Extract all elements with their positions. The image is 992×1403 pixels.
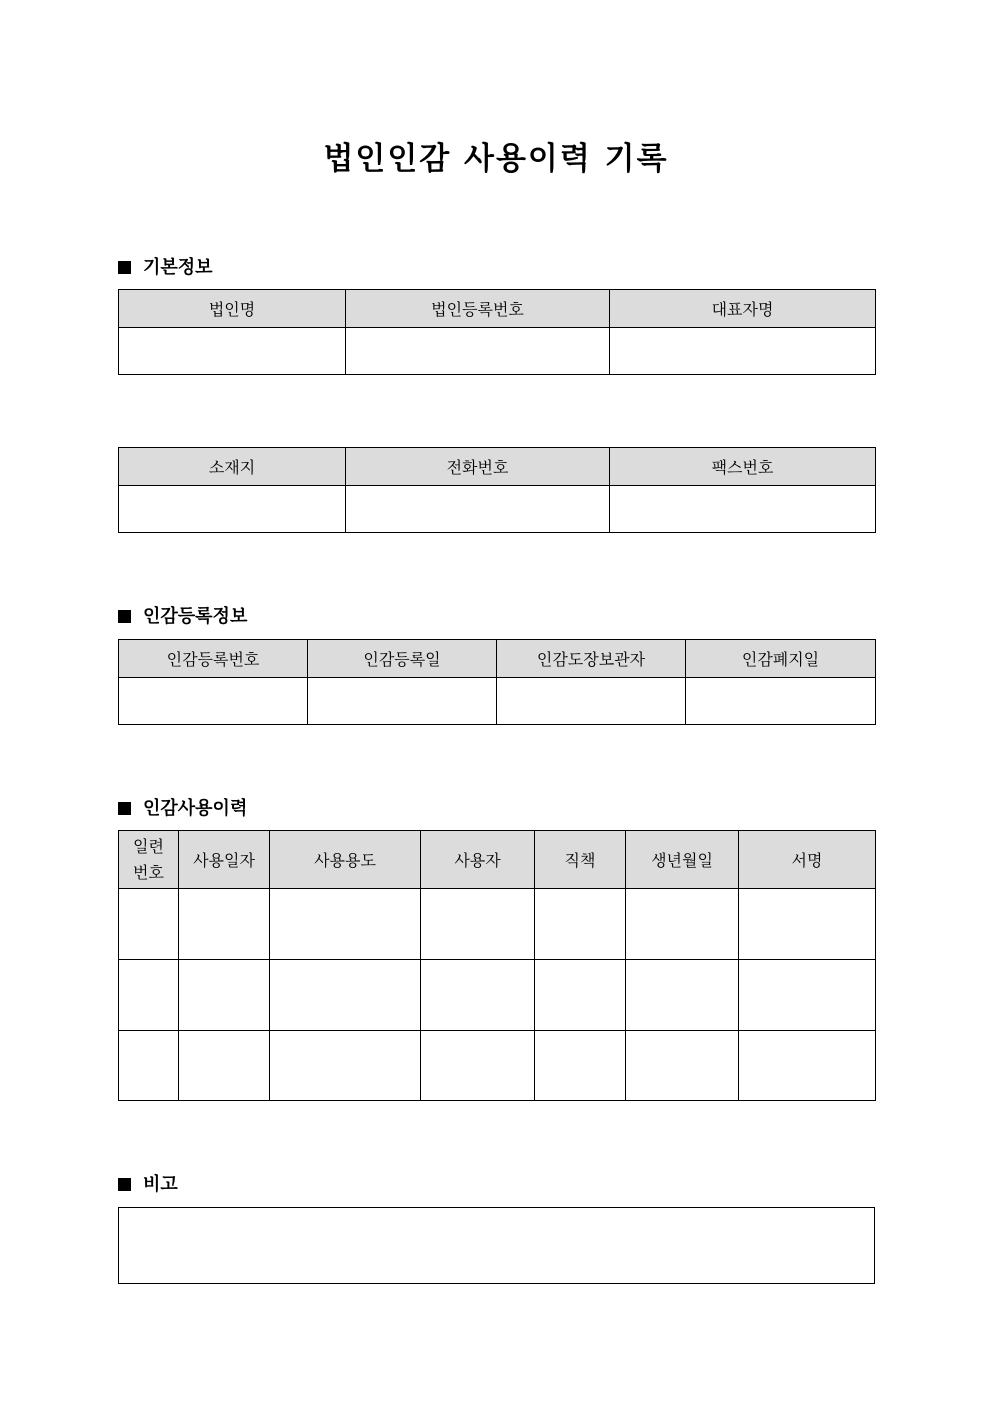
header-seal-reg-date: 인감등록일 — [308, 640, 497, 678]
header-corp-reg-no: 법인등록번호 — [346, 290, 610, 328]
section-usage-history — [118, 794, 247, 820]
input-seal-reg-date[interactable] — [308, 678, 497, 725]
cell-user[interactable] — [421, 889, 535, 960]
cell-position[interactable] — [535, 889, 626, 960]
section-seal-heading: 인감등록정보 — [143, 606, 248, 627]
square-bullet-icon — [118, 1178, 131, 1191]
header-position: 직책 — [535, 831, 626, 889]
header-ceo-name: 대표자명 — [610, 290, 876, 328]
table-row — [119, 1031, 876, 1101]
section-basic-info — [118, 253, 213, 279]
remarks-table — [118, 1207, 875, 1284]
cell-serial-no[interactable] — [119, 1031, 179, 1101]
header-seal-abolish-date: 인감폐지일 — [686, 640, 876, 678]
section-basic-heading: 기본정보 — [143, 257, 213, 278]
header-user: 사용자 — [421, 831, 535, 889]
input-corp-reg-no[interactable] — [346, 328, 610, 375]
header-address: 소재지 — [119, 448, 346, 486]
basic-info-table-1 — [118, 289, 876, 375]
square-bullet-icon — [118, 802, 131, 815]
cell-signature[interactable] — [739, 889, 876, 960]
input-fax[interactable] — [610, 486, 876, 533]
cell-birth-date[interactable] — [626, 960, 739, 1031]
cell-signature[interactable] — [739, 960, 876, 1031]
seal-registration-table — [118, 639, 876, 725]
table-row — [119, 960, 876, 1031]
section-remarks — [118, 1170, 178, 1196]
input-ceo-name[interactable] — [610, 328, 876, 375]
input-seal-reg-no[interactable] — [119, 678, 308, 725]
cell-use-date[interactable] — [179, 960, 270, 1031]
cell-position[interactable] — [535, 1031, 626, 1101]
cell-use-date[interactable] — [179, 1031, 270, 1101]
usage-history-table — [118, 830, 876, 1101]
header-seal-reg-no: 인감등록번호 — [119, 640, 308, 678]
cell-position[interactable] — [535, 960, 626, 1031]
cell-use-purpose[interactable] — [270, 1031, 421, 1101]
header-serial-line2: 번호 — [133, 862, 164, 882]
cell-use-purpose[interactable] — [270, 960, 421, 1031]
cell-birth-date[interactable] — [626, 889, 739, 960]
input-seal-keeper[interactable] — [497, 678, 686, 725]
square-bullet-icon — [118, 610, 131, 623]
section-remarks-heading: 비고 — [143, 1174, 178, 1195]
header-serial-line1: 일련 — [133, 836, 164, 856]
square-bullet-icon — [118, 261, 131, 274]
header-fax: 팩스번호 — [610, 448, 876, 486]
header-use-purpose: 사용용도 — [270, 831, 421, 889]
header-corp-name: 법인명 — [119, 290, 346, 328]
cell-serial-no[interactable] — [119, 960, 179, 1031]
header-birth-date: 생년월일 — [626, 831, 739, 889]
input-corp-name[interactable] — [119, 328, 346, 375]
cell-user[interactable] — [421, 1031, 535, 1101]
table-row — [119, 889, 876, 960]
cell-serial-no[interactable] — [119, 889, 179, 960]
remarks-field[interactable] — [119, 1208, 875, 1284]
header-signature: 서명 — [739, 831, 876, 889]
input-phone[interactable] — [346, 486, 610, 533]
header-seal-keeper: 인감도장보관자 — [497, 640, 686, 678]
input-address[interactable] — [119, 486, 346, 533]
header-serial-no — [119, 831, 179, 889]
section-usage-heading: 인감사용이력 — [143, 798, 248, 819]
cell-use-purpose[interactable] — [270, 889, 421, 960]
header-use-date: 사용일자 — [179, 831, 270, 889]
cell-birth-date[interactable] — [626, 1031, 739, 1101]
page-title: 법인인감 사용이력 기록 — [323, 141, 669, 177]
cell-signature[interactable] — [739, 1031, 876, 1101]
cell-user[interactable] — [421, 960, 535, 1031]
cell-use-date[interactable] — [179, 889, 270, 960]
input-seal-abolish-date[interactable] — [686, 678, 876, 725]
basic-info-table-2 — [118, 447, 876, 533]
header-phone: 전화번호 — [346, 448, 610, 486]
section-seal-registration — [118, 602, 247, 628]
